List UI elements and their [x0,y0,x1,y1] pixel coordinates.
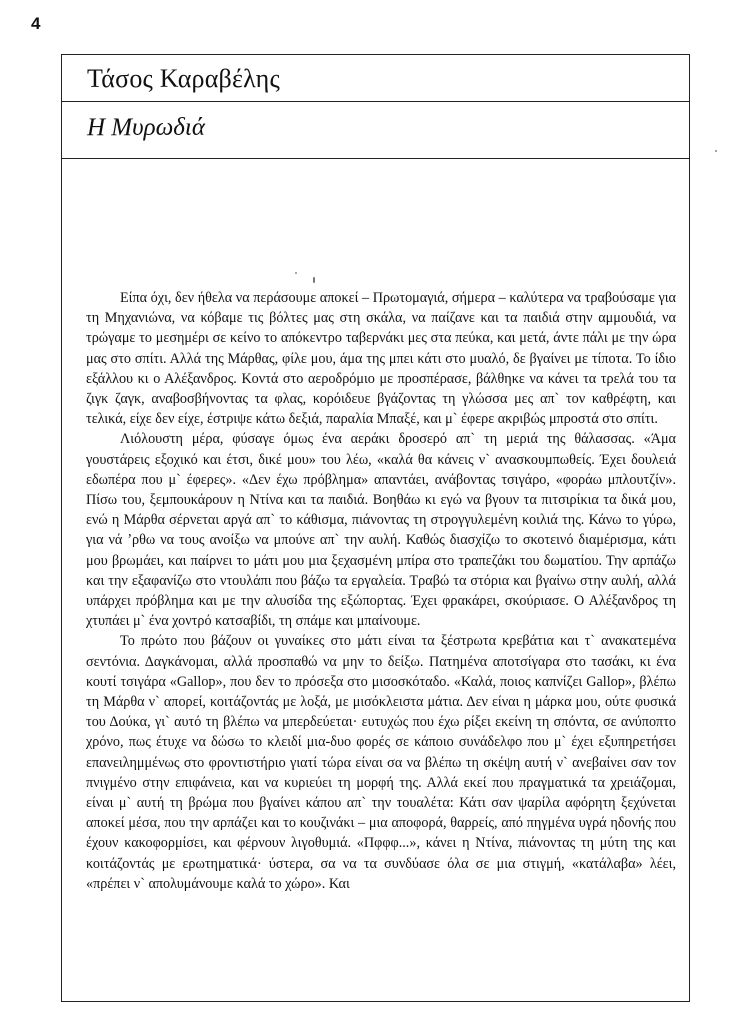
author-row [62,55,689,102]
page-number: 4 [31,14,41,33]
story-frame [61,54,690,1002]
decorative-speck [295,272,297,274]
author-name: Τάσος Καραβέλης [87,64,280,93]
story-paragraph: Λιόλουστη μέρα, φύσαγε όμως ένα αεράκι δροσερό απ` τη μεριά της θάλασσας. «Άμα γουστάρεις εξοχικό και έτσι, δικέ μου» του λέω, «καλά θα κάνεις ν` ανασκουμπωθείς. Έχει δουλειά εδωπέρα που μ` έφερες». «Δεν έχω πρόβλημα» απαντάει, ανάβοντας τσιγάρο, «φοράω μπλουτζίν». Πίσω του, ξεμπουκάρουν η Ντίνα και τα παιδιά. Βοηθάω κι εγώ να βγουν τα πιτσιρίκια τα δικά μου, ενώ η Μάρθα σέρνεται αργά απ` το κάθισμα, πιάνοντας τη στρογγυλεμένη κοιλιά της. Κάνω το γύρω, για νά ʼρθω να τους ανοίξω να μπούνε απ` την αυλή. Καθώς διασχίζω το σκοτεινό διαμέρισμα, κάτι μου βρωμάει, και παίρνει το μάτι μου μια ξεχασμένη μπίρα στο τραπεζάκι του δωματίου. Την αρπάζω και την εξαφανίζω στο ντουλάπι που βάζω τα εργαλεία. Τραβώ τα στόρια και βγαίνω στην αυλή, αλλά υπάρχει πρόβλημα και με την αλυσίδα της εξώπορτας. Έχει φρακάρει, σκούριασε. Ο Αλέξανδρος τη χτυπάει μ` ένα χοντρό κατσαβίδι, τη σπάμε και μπαίνουμε. [86,431,676,630]
title-row [62,102,689,159]
decorative-speck [313,277,315,283]
story-body [86,288,676,894]
story-paragraph: Είπα όχι, δεν ήθελα να περάσουμε αποκεί – Πρωτομαγιά, σήμερα – καλύτερα να τραβούσαμε για τη Μηχανιώνα, να κόβαμε τις βόλτες μας στη σκάλα, να παίζανε και τα παιδιά στην αμμουδιά, να τρώγαμε το μεσημέρι σε κείνο το απόκεντρο ταβερνάκι μες στα πεύκα, και μετά, άντε πάλι με την ώρα μας στο σπίτι. Αλλά της Μάρθας, φίλε μου, άμα της μπει κάτι στο μυαλό, δε βγαίνει με τίποτα. Το ίδιο εξάλλου κι ο Αλέξανδρος. Κοντά στο αεροδρόμιο με προσπέρασε, βάλθηκε να κάνει τα τρελά του τα ζιγκ ζαγκ, αναβοσβήνοντας τα φλας, κορόιδευε βγάζοντας τη γλώσσα μες απ` τον καθρέφτη, και τελικά, είχε δεν είχε, έστριψε κάτω δεξιά, παραλία Μπαξέ, και μ` έφερε ακριβώς μπροστά στο σπίτι. [86,290,676,428]
margin-speck [715,150,717,152]
story-title: Η Μυρωδιά [87,114,205,141]
story-paragraph: Το πρώτο που βάζουν οι γυναίκες στο μάτι είναι τα ξέστρωτα κρεβάτια και τ` ανακατεμένα σεντόνια. Δαγκάνομαι, αλλά προσπαθώ να μην το δείξω. Πατημένα αποτσίγαρα στο τασάκι, κι ένα κουτί τσιγάρα «Gallop», που δεν το πρόσεξα στο μισοσκόταδο. «Καλά, ποιος καπνίζει Gallop», βλέπω τη Μάρθα ν` απορεί, κοιτάζοντάς με λοξά, με μισόκλειστα μάτια. Δεν είναι η μάρκα μου, ούτε φυσικά του Δούκα, γι` αυτό τη βλέπω να μπερδεύεται· ευτυχώς που έχω ρίξει εκείνη τη σπόντα, σε ανύποπτο χρόνο, πως έτυχε να δώσω το κλειδί μια-δυο φορές σε κάποιο συνάδελφο που μ` έχει εξυπηρετήσει επανειλημμένως στο φροντιστήριο γιατί τώρα είναι σα να βλέπω τη σκέψη αυτή ν` ανεβαίνει σαν τον πνιγμένο στην επιφάνεια, και να κυριεύει τη μορφή της. Αλλά εκεί που πραγματικά τα χρειάζομαι, είναι μ` αυτή τη βρώμα που βγαίνει κάπου απ` την τουαλέτα: Κάτι σαν ψαρίλα αφόρητη ξεχύνεται αποκεί μέσα, που την αρπάζει και το κουζινάκι – μια αποφορά, θαρρείς, από πηγμένα υγρά ηδονής που έχουν κακοφορμίσει, και φέρνουν λιγοθυμιά. «Πφφφ...», κάνει η Ντίνα, πιάνοντας τη μύτη της και κοιτάζοντάς με ερωτηματικά· ύστερα, σα να τα συνδύασε όλα σε μια στιγμή, «κατάλαβα» λέει, «πρέπει ν` απολυμάνουμε καλά το χώρο». Και [86,633,676,892]
